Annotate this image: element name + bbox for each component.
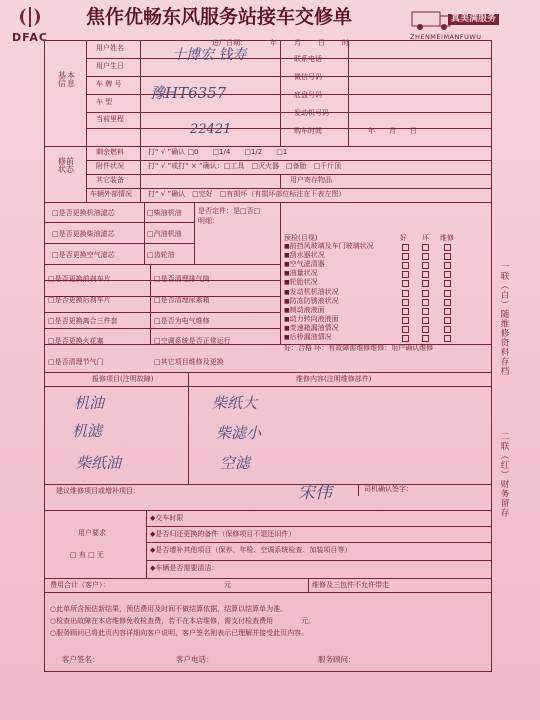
precheck-checkbox[interactable] [402,317,409,324]
check-rear-brake[interactable]: □是否更换后刹车片 [48,296,111,304]
precheck-checkbox[interactable] [422,290,429,297]
precheck-checkbox[interactable] [422,253,429,260]
check-exhaust[interactable]: □是否清理排气筒 [154,275,210,283]
square-bullet-icon: ■ [284,288,290,296]
precheck-item [284,270,318,277]
date-label: 进厂日期： [212,39,247,47]
square-bullet-icon: ■ [284,315,290,323]
precheck-checkbox[interactable] [422,317,429,324]
check-gasoline-oil[interactable]: □汽油机油 [147,230,182,238]
precheck-checkbox[interactable] [402,308,409,315]
precheck-item-label: 空气滤清器 [289,260,325,269]
precheck-col-bad: 坏 [422,234,429,242]
repair-item-1[interactable]: 机油 [74,394,105,412]
check-clutch[interactable]: □是否更换离合三件套 [48,317,118,325]
precheck-item-label: 动力转向液液面 [289,314,339,323]
check-air-filter[interactable]: □是否更换空气滤芯 [52,251,115,259]
parts-detail-label: 明细： [198,217,219,225]
label-stored-items: 用户寄存物品 [290,176,332,184]
square-bullet-icon: ■ [284,261,290,269]
accessories-options[interactable]: 打“ √ ”或打“ × ”确认：□工具 □灭火器 □备胎 □千斤顶 [148,162,342,170]
precheck-item-label: 油量状况 [289,269,318,278]
precheck-checkbox[interactable] [422,244,429,251]
precheck-checkbox[interactable] [402,253,409,260]
req-delivery-time: ◆交车时限 [150,514,184,522]
check-ac[interactable]: □空调系统是否正常运行 [154,337,231,345]
repair-content-3[interactable]: 空滤 [220,454,251,472]
precheck-checkbox[interactable] [402,262,409,269]
repair-content-header: 维修内容(注明维修部件) [296,375,372,383]
precheck-footer: 好：合格 坏：有故障需维修维修：用户确认维修 [284,344,434,352]
label-user-name: 用户姓名 [96,44,124,52]
customer-req-label: 用户要求 [78,529,106,537]
basic-info-label: 基本信息 [58,71,76,88]
label-accessories: 附件状况 [96,162,124,170]
square-bullet-icon: ■ [284,243,290,250]
form-title: 焦作优畅东风服务站接车交修单 [86,6,353,28]
check-electrical[interactable]: □是否为电气维修 [154,317,210,325]
precheck-item-label: 轮胎状况 [289,278,318,287]
fee-unit: 元 [224,581,231,589]
check-urea-tank[interactable]: □是否清理尿素箱 [154,296,210,304]
dfac-emblem-icon [12,6,70,28]
label-birthday: 用户生日 [96,62,124,70]
precheck-checkbox[interactable] [444,280,451,287]
precheck-item-label: 前挡风玻璃及车门玻璃状况 [289,242,374,250]
precheck-checkbox[interactable] [402,271,409,278]
exterior-options[interactable]: 打“ √ ”确认 □完好 □有损坏（有损坏部位标注在下表左图） [148,190,346,198]
req-extra-items[interactable]: ◆是否增补其他项目（保养、年检、空调系统检查、加装项目等） [150,546,352,554]
repair-content-2[interactable]: 柴滤小 [216,424,262,442]
brand-subtext: ZHENMEIMANFUWU [410,33,482,41]
precheck-checkbox[interactable] [444,290,451,297]
label-purchase: 购车时间 [294,127,322,135]
repair-item-2[interactable]: 机滤 [72,422,103,440]
precheck-item-label: 发动机机油状况 [289,287,339,296]
label-fuel: 剩余燃料 [96,148,124,156]
precheck-title: 预检(目视) [284,234,318,242]
label-other-equip: 其它装备 [96,176,124,184]
square-bullet-icon: ■ [284,279,290,287]
logo-text: DFAC [12,31,48,44]
square-bullet-icon: ■ [284,297,290,305]
customer-req-options[interactable]: □ 有 □ 无 [70,551,104,559]
label-model: 车 型 [96,98,113,106]
precheck-checkbox[interactable] [422,262,429,269]
check-gear-oil[interactable]: □齿轮油 [147,251,175,259]
repair-item-3[interactable]: 柴纸油 [76,454,122,472]
repair-content-1[interactable]: 柴纸大 [212,394,258,412]
fuel-options[interactable]: 打“ √ ”确认 □0 □1/4 □1/2 □1 [148,148,288,156]
square-bullet-icon: ■ [284,270,290,278]
precheck-checkbox[interactable] [444,271,451,278]
customer-sign-label: 客户签名： [62,655,100,664]
check-spark-plug[interactable]: □是否更换火花塞 [48,337,104,345]
date-day: 日 [318,39,325,47]
precheck-col-good: 好 [400,234,407,242]
label-phone: 联系电话 [294,55,322,63]
driver-sign-label: 司机确认签字： [364,485,413,493]
precheck-checkbox[interactable] [402,280,409,287]
customer-phone-label: 客户电话： [176,655,214,664]
precheck-item [284,307,325,314]
date-month: 月 [294,39,301,47]
label-mileage: 当前里程 [96,115,124,123]
precheck-checkbox[interactable] [402,290,409,297]
label-engine: 发动机号码 [294,109,329,117]
precheck-checkbox[interactable] [444,317,451,324]
square-bullet-icon: ■ [284,324,290,332]
precheck-checkbox[interactable] [422,271,429,278]
copy-label-second: 二联（红）财务留存 [499,432,509,518]
label-chassis: 底盘号码 [294,91,322,99]
precheck-item-label: 防冻防锈液状况 [289,296,339,305]
precheck-item [284,252,325,259]
precheck-checkbox[interactable] [444,299,451,306]
repair-items-header: 报修项目(注明故障) [92,375,154,383]
precheck-checkbox[interactable] [422,326,429,333]
date-hour: 时 [342,39,349,47]
precheck-checkbox[interactable] [444,253,451,260]
req-return-parts[interactable]: ◆是否归还更换的备件（保修项目不退还旧件） [150,530,296,538]
brand-badge [408,8,498,44]
dfac-logo [12,6,70,42]
precheck-checkbox[interactable] [444,262,451,269]
advisor-label: 服务顾问： [318,655,356,664]
precheck-checkbox[interactable] [422,335,429,342]
precheck-item-label: 变速箱漏油情况 [289,323,339,332]
date-year: 年 [270,39,277,47]
plate-value[interactable]: 豫HT6357 [150,84,227,102]
check-throttle[interactable]: □是否清理节气门 [48,358,104,366]
fee-note: 维修及三包件不允许带走 [312,581,389,589]
precheck-item [284,298,339,305]
label-exterior: 车辆外部情况 [90,190,132,198]
square-bullet-icon: ■ [284,252,290,260]
signature-handwritten[interactable]: 宋伟 [298,483,332,503]
user-name-value[interactable]: 十博宏 钱寿 [172,47,247,63]
precheck-checkbox[interactable] [444,326,451,333]
label-plate: 车 牌 号 [96,80,122,88]
precheck-col-repair: 维修 [440,234,454,242]
check-oil-filter[interactable]: □是否更换机油滤芯 [52,209,115,217]
precheck-checkbox[interactable] [422,299,429,306]
precheck-item-label: 后桥漏油情况 [289,333,332,341]
note-3: ○服务顾问已将此页内容详细向客户说明，客户签名则表示已理解并接受此页内容。 [50,629,309,637]
precheck-checkbox[interactable] [422,308,429,315]
precheck-item [284,316,339,323]
parts-order-question[interactable]: 是否定件：是□否□ [198,207,261,215]
precheck-item [284,325,339,332]
precheck-checkbox[interactable] [402,299,409,306]
precheck-checkbox[interactable] [444,335,451,342]
purchase-date[interactable]: 年 月 日 [368,127,417,135]
square-bullet-icon: ■ [284,306,290,314]
brand-name: 真美满服务 [448,14,499,25]
label-wechat: 微信号码 [294,73,322,81]
check-front-brake[interactable]: □是否更换前刹车片 [48,275,111,283]
check-diesel-oil[interactable]: □柴油机油 [147,209,182,217]
precheck-checkbox[interactable] [422,280,429,287]
suggest-label: 建议维修项目或增补项目： [56,487,140,495]
req-cleaning[interactable]: ◆车辆是否需要清洁： [150,564,219,572]
fee-label: 费用合计（客户）： [50,581,110,589]
note-2: ○检查出故障在本店维修免收检查费，若不在本店维修，需支付检查费用 元。 [50,617,316,625]
precheck-item [284,243,374,250]
pre-repair-label: 修前状态 [58,157,74,174]
square-bullet-icon: ■ [284,334,290,341]
check-other[interactable]: □其它项目维修及更换 [154,358,224,366]
precheck-checkbox[interactable] [444,244,451,251]
precheck-checkbox[interactable] [402,326,409,333]
precheck-item [284,279,318,286]
note-1: ○此单所含预估新结果，预估费用及时间不做结算依据，结算以结算单为准。 [50,605,288,613]
precheck-item [284,334,332,341]
precheck-item-label: 刮水器状况 [289,251,325,260]
precheck-checkbox[interactable] [402,244,409,251]
mileage-value[interactable]: 22421 [190,122,232,137]
precheck-item [284,289,339,296]
precheck-item-label: 制动液液面 [289,305,325,314]
check-diesel-filter[interactable]: □是否更换柴油滤芯 [52,230,115,238]
precheck-checkbox[interactable] [444,308,451,315]
precheck-item [284,261,325,268]
copy-label-first: 一联（白）随维修资料存档 [499,262,509,376]
precheck-checkbox[interactable] [402,335,409,342]
